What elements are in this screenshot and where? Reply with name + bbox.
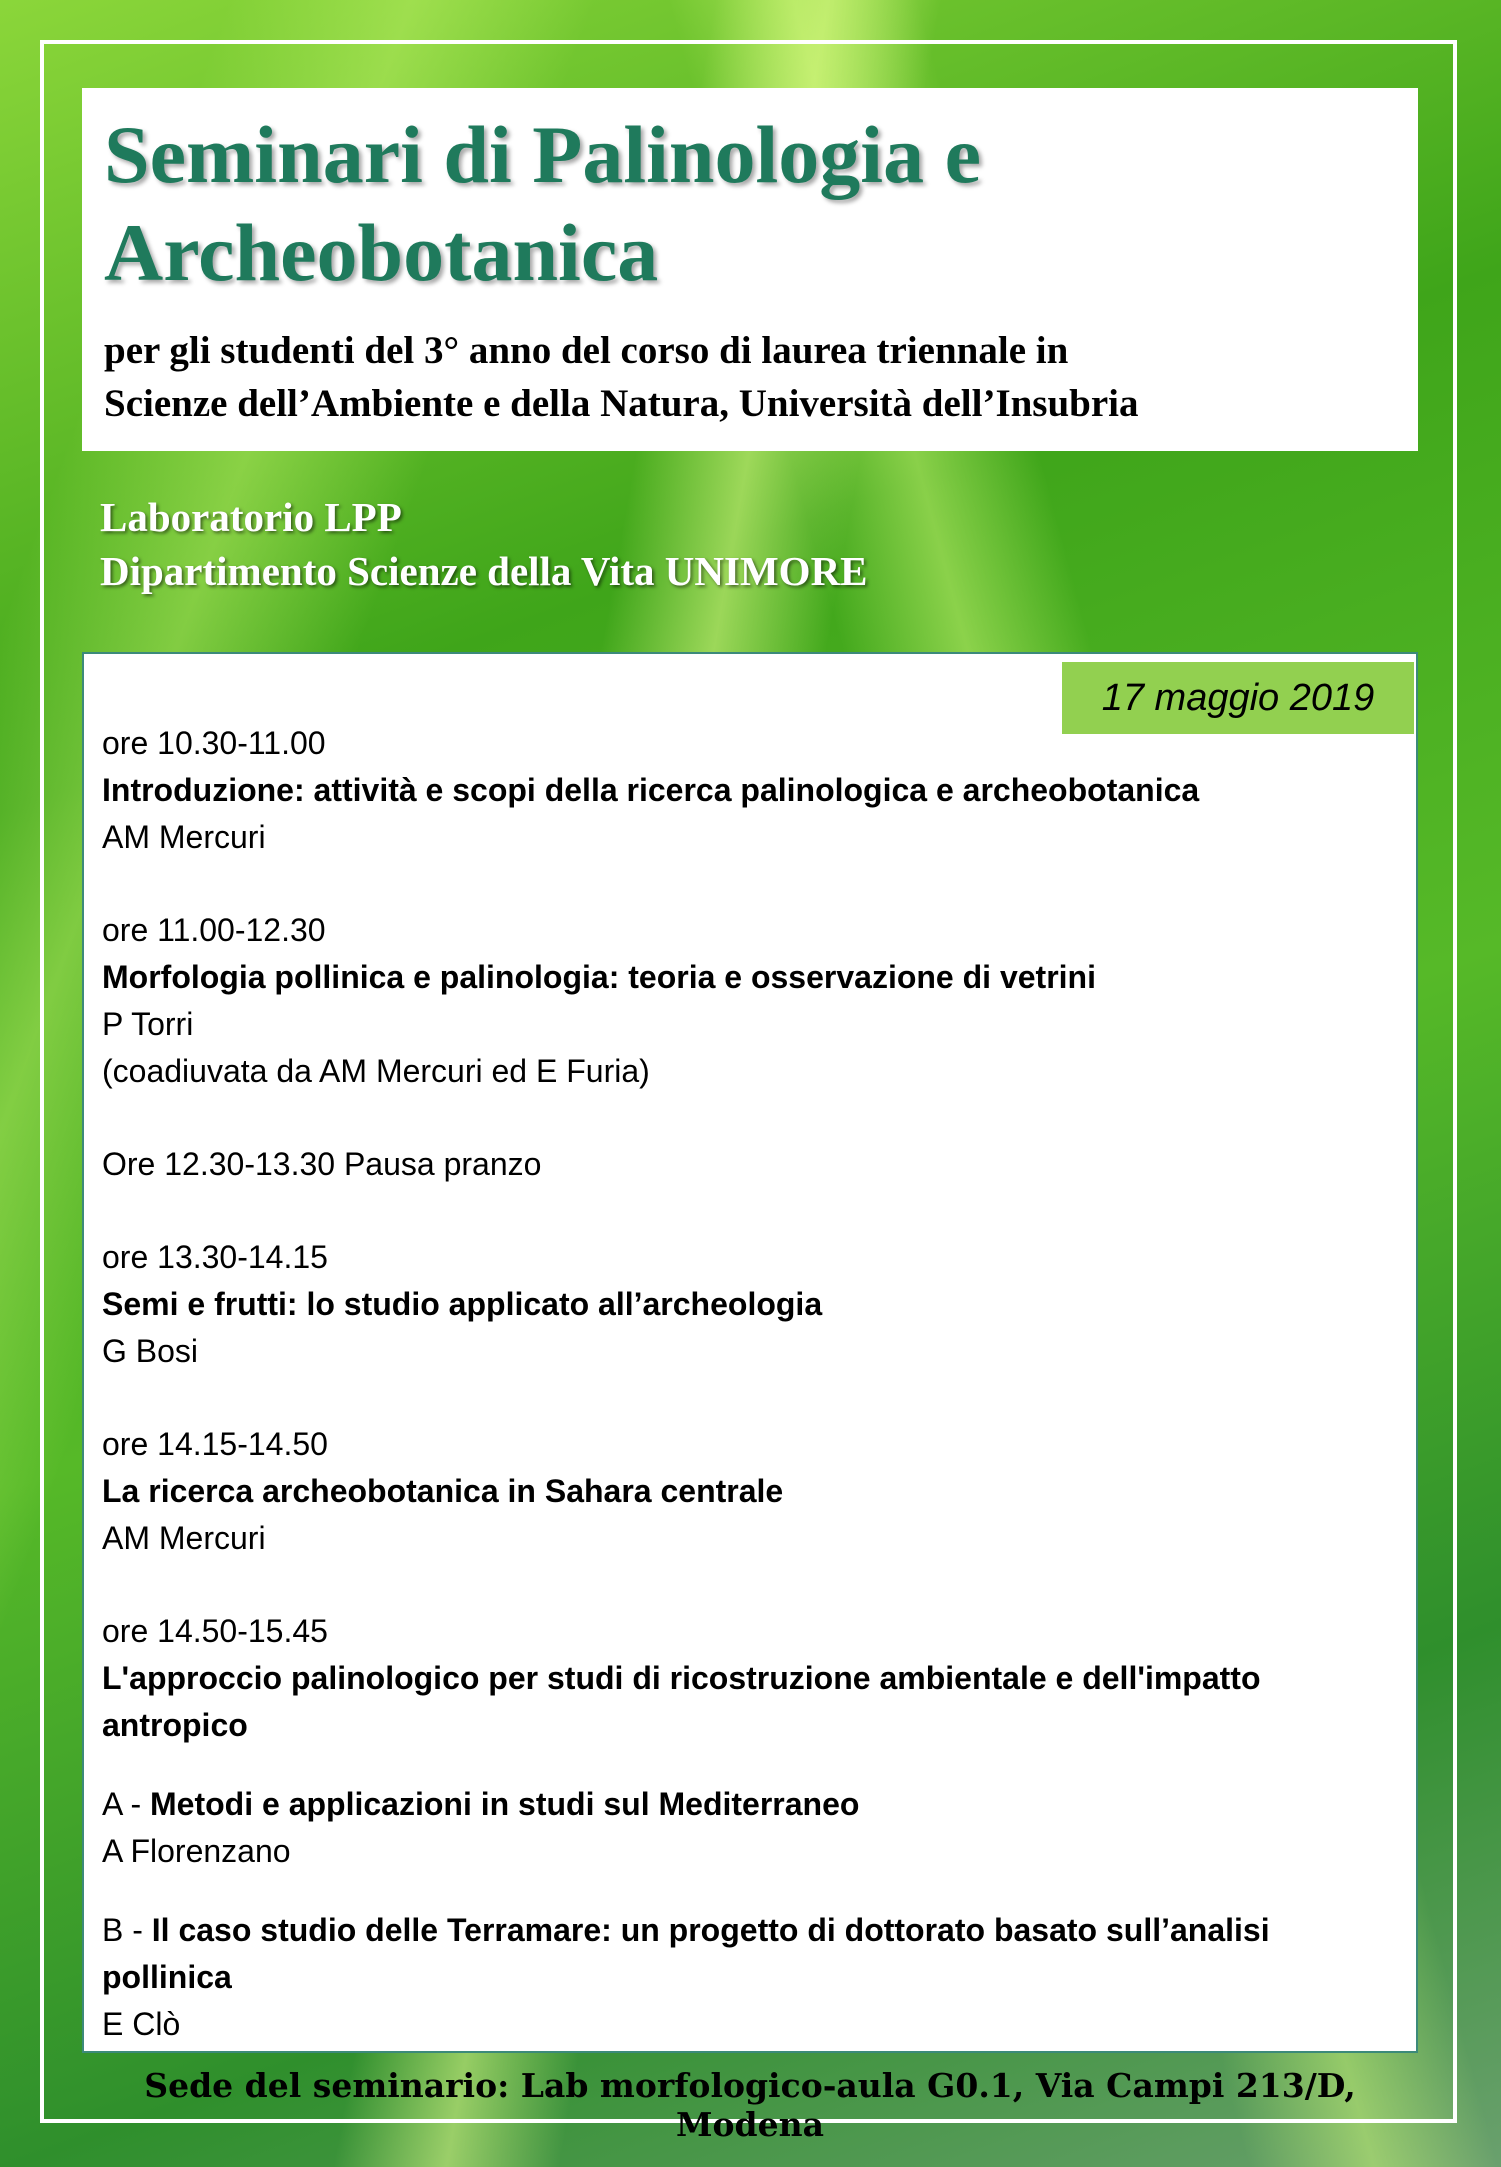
session-speaker: G Bosi — [102, 1333, 199, 1369]
lunch-break: Ore 12.30-13.30 Pausa pranzo — [102, 1146, 542, 1182]
subsession-b-prefix: B - — [102, 1912, 152, 1948]
session-time: ore 11.00-12.30 — [102, 912, 326, 948]
session-time: ore 13.30-14.15 — [102, 1239, 328, 1275]
session-4 — [102, 1421, 1376, 1562]
session-time: ore 10.30-11.00 — [102, 725, 326, 761]
session-time: ore 14.15-14.50 — [102, 1426, 328, 1462]
poster-title-line1: Seminari di Palinologia e — [104, 109, 981, 200]
session-title: Morfologia pollinica e palinologia: teoria e osservazione di vetrini — [102, 959, 1096, 995]
subsession-b-speaker: E Clò — [102, 2006, 181, 2042]
venue-footer: Sede del seminario: Lab morfologico-aula G0.1, Via Campi 213/D, Modena — [144, 2066, 1356, 2144]
title-box — [82, 88, 1418, 451]
session-speaker: P Torri — [102, 1006, 194, 1042]
lab-name: Laboratorio LPP — [100, 494, 402, 540]
session-2 — [102, 907, 1376, 1095]
session-title: La ricerca archeobotanica in Sahara centrale — [102, 1473, 784, 1509]
date-badge: 17 maggio 2019 — [1062, 662, 1414, 734]
department-name: Dipartimento Scienze della Vita UNIMORE — [100, 548, 868, 594]
session-3 — [102, 1234, 1376, 1375]
program-box — [82, 652, 1418, 2053]
session-title: Semi e frutti: lo studio applicato all’archeologia — [102, 1286, 823, 1322]
session-1 — [102, 720, 1376, 861]
session-speaker: AM Mercuri — [102, 1520, 266, 1556]
poster-title-line2: Archeobotanica — [104, 207, 659, 298]
subtitle-line1: per gli studenti del 3° anno del corso di laurea triennale in — [104, 329, 1069, 372]
session-speaker: AM Mercuri — [102, 819, 266, 855]
lab-info — [100, 490, 1300, 598]
subsession-a-prefix: A - — [102, 1786, 151, 1822]
session-title: L'approccio palinologico per studi di ricostruzione ambientale e dell'impatto antropico — [102, 1660, 1261, 1743]
subsession-a-speaker: A Florenzano — [102, 1833, 291, 1869]
subsession-a-title — [102, 1781, 1376, 1828]
subtitle-line2: Scienze dell’Ambiente e della Natura, Università dell’Insubria — [104, 382, 1139, 425]
subsession-b-title — [102, 1907, 1376, 2001]
poster-subtitle — [104, 324, 1396, 430]
subsession-b-heading: Il caso studio delle Terramare: un progetto di dottorato basato sull’analisi pollinica — [102, 1912, 1270, 1995]
subsession-a-heading: Metodi e applicazioni in studi sul Mediterraneo — [150, 1786, 860, 1822]
session-5 — [102, 1608, 1376, 2048]
session-title: Introduzione: attività e scopi della ricerca palinologica e archeobotanica — [102, 772, 1200, 808]
poster-title — [104, 106, 1396, 302]
program-list — [102, 720, 1376, 2048]
session-time: ore 14.50-15.45 — [102, 1613, 328, 1649]
session-note: (coadiuvata da AM Mercuri ed E Furia) — [102, 1053, 650, 1089]
